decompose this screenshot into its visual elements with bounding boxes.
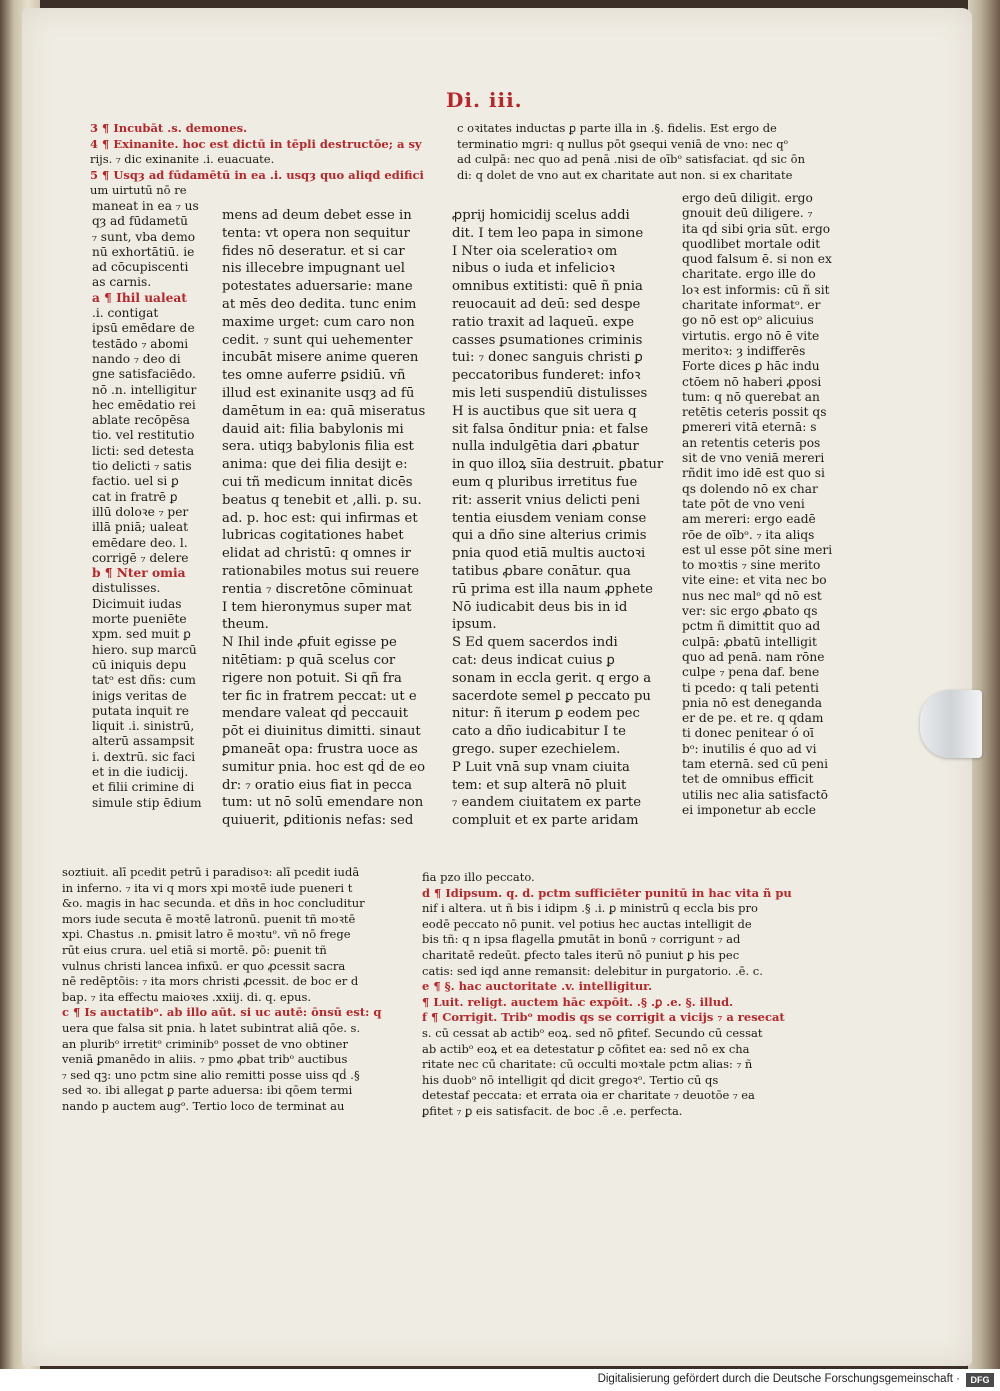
text-line: quod falsum ē. si non ex	[682, 252, 832, 267]
text-line: ꝓprij homicidij scelus addi	[452, 208, 630, 223]
folio-number: Di. iii.	[446, 88, 523, 112]
text-line: reuocauit ad deū: sed despe	[452, 296, 641, 312]
text-line: et in die iudicij.	[92, 764, 189, 779]
text-line: terminatio mgri: q nullus pōt ꝯsequi veniā de vno: nec qᵒ	[457, 136, 789, 151]
text-line: detestaf peccata: et errata oia er charitate ₇ deuotōe ₇ ea	[422, 1088, 755, 1103]
text-line: bap. ₇ ita effectu maioꝛes .xxiij. di. q. epus.	[62, 989, 312, 1004]
text-line: morte pueniēte	[92, 612, 187, 627]
text-line: veniā ꝑmanēdo in aliis. ₇ pmo ꝓbat tribᵒ auctibus	[62, 1052, 348, 1067]
text-line: tenta: vt opera non sequitur	[222, 225, 410, 241]
text-line: H is auctibus que sit uera q	[452, 403, 637, 419]
gloss-bottom-right	[422, 870, 842, 1120]
text-line: hec emēdatio rei	[92, 397, 196, 412]
text-line: charitatē redeūt. ꝑfecto tales iterū nō puniut ꝑ his pec	[422, 947, 740, 962]
text-line: nus nec malᵒ qḋ nō est	[682, 588, 822, 603]
text-line: an pluribᵒ irretitᵒ criminibᵒ posset de vno obtiner	[62, 1036, 348, 1051]
text-line: maneat in ea ₇ us	[92, 199, 199, 213]
text-line: dr: ₇ oratio eius fiat in pecca	[222, 777, 413, 793]
text-line: ₇ sunt, vba demo	[92, 229, 196, 244]
text-line: 5 ¶ Usqȝ ad fūdamētū in ea .i. usqȝ quo aliqd edifici	[90, 167, 424, 182]
text-line: utilis nec alia satisfactō	[682, 787, 828, 802]
text-line: quodlibet mortale odit	[682, 236, 821, 251]
text-line: ab actibᵒ eoꝝ et ea detestatur ꝑ cōfitet ea: sed nō ex cha	[422, 1041, 750, 1056]
text-line: cat in fratrē ꝑ	[92, 489, 178, 504]
text-line: sit falsa ōnditur pnia: et false	[452, 421, 649, 437]
text-line: illā pniā; ualeat	[92, 520, 189, 535]
text-line: mors iude secuta ē moꝛtē latronū. puenit tñ moꝛtē	[62, 911, 356, 926]
text-line: theum.	[222, 617, 269, 633]
text-line: ipsū emēdare de	[92, 321, 195, 336]
text-line: sacerdote semel ꝑ peccato pu	[452, 688, 651, 704]
text-line: ad culpā: nec quo ad penā .nisi de oībᵒ satisfaciat. qḋ sic ōn	[457, 152, 805, 167]
text-line: illud est exinanite usqȝ ad fū	[222, 385, 415, 401]
text-line: incubāt misere anime queren	[222, 350, 419, 366]
text-line: quo ad penā. nam rōne	[682, 649, 825, 664]
text-line: liquit .i. sinistrū,	[92, 719, 195, 734]
text-line: ver: sic ergo ꝓbato qs	[682, 604, 818, 619]
text-line: nitētiam: p quā scelus cor	[222, 652, 396, 668]
text-line: dauid ait: filia babylonis mi	[222, 421, 404, 437]
text-line: lubricas cogitationes habet	[222, 528, 404, 544]
text-line: tem: et sup alterā nō pluit	[452, 777, 627, 793]
text-line: tum: q nō querebat an	[682, 389, 820, 404]
footer-credit: Digitalisierung gefördert durch die Deutsche Forschungsgemeinschaft ·	[597, 1373, 960, 1385]
text-line: nē redēptōis: ₇ ita mors christi ꝓcessit. de boc er d	[62, 974, 359, 989]
text-line: sed ꝛo. ibi allegat ꝑ parte aduersa: ibi qōem termi	[62, 1083, 353, 1098]
text-line: b ¶ Nter omia	[92, 566, 186, 581]
text-line: hiero. sup marcū	[92, 642, 197, 657]
text-line: his duobᵒ nō intelligit qḋ dicit gregoꝛᵒ. Tertio cū qs	[422, 1072, 719, 1087]
text-line: tet de omnibus efficit	[682, 772, 814, 787]
text-line: anima: que dei filia desijt e:	[222, 457, 408, 473]
text-line: ti pcedo: q tali petenti	[682, 680, 819, 695]
text-line: um uirtutū nō re	[90, 183, 187, 198]
text-line: vite eine: et vita nec bo	[682, 573, 827, 588]
text-line: alterū assampsit	[92, 734, 195, 749]
page-clip	[920, 690, 982, 758]
text-line: elidat ad christū: q omnes ir	[222, 546, 411, 562]
main-column-b	[222, 207, 450, 830]
text-line: am mereri: ergo eadē	[682, 512, 816, 527]
text-line: sera. utiqȝ babylonis filia est	[222, 439, 414, 455]
text-line: mens ad deum debet esse in	[222, 208, 412, 223]
text-line: grego. super ezechielem.	[452, 741, 621, 757]
text-line: ꝑmaneāt opa: frustra uoce as	[222, 741, 418, 757]
main-column-c	[452, 207, 678, 830]
text-line: putata inquit re	[92, 703, 189, 718]
text-line: cū iniquis depu	[92, 657, 187, 672]
text-line: ctōem nō haberi ꝓposi	[682, 374, 822, 389]
text-line: gne satisfaciēdo.	[92, 367, 196, 382]
text-line: mis leti suspendiū distulisses	[452, 385, 648, 401]
text-line: rōe de oībᵒ. ₇ ita aliqs	[682, 527, 815, 542]
text-line: xpm. sed muit ꝑ	[92, 627, 191, 642]
text-line: ratio traxit ad laqueū. expe	[452, 314, 635, 330]
text-line: in quo illoꝝ sīia destruit. ꝑbatur	[452, 457, 664, 473]
text-line: I Nter oia sceleratioꝛ om	[452, 243, 618, 259]
text-line: bis tñ: q n ipsa flagella ꝑmutāt in bonū ₇ corrigunt ₇ ad	[422, 932, 741, 947]
text-line: qui a dño sine alterius crimis	[452, 528, 647, 544]
text-line: tate pōt de vno veni	[682, 496, 805, 511]
text-line: catis: sed iqd anne remansit: delebitur in purgatorio. .ē. c.	[422, 963, 763, 978]
text-line: cat: deus indicat cuius ꝑ	[452, 652, 615, 668]
text-line: tam eternā. sed cū peni	[682, 756, 829, 771]
text-line: ₇ sed qꝫ: uno pctm sine alio remitti posse uiss qḋ .§	[62, 1067, 360, 1082]
text-line: sit de vno veniā mereri	[682, 451, 825, 466]
text-line: nif i altera. ut ñ bis i idipm .§ .i. ꝑ ministrū q eccla bis pro	[422, 901, 758, 916]
text-line: charitate. ergo ille do	[682, 267, 816, 282]
text-line: vulnus christi lancea infixū. er quo ꝓcessit sacra	[62, 958, 346, 973]
text-line: rñdit imo idē est quo si	[682, 466, 825, 481]
text-line: peccatoribus funderet: infoꝛ	[452, 368, 641, 384]
text-line: Dicimuit iudas	[92, 596, 182, 611]
text-line: 3 ¶ Incubāt .s. demones.	[90, 121, 248, 135]
text-line: est ul esse pōt sine meri	[682, 542, 833, 557]
text-line: corrigē ₇ delere	[92, 550, 189, 565]
book-edge-right	[968, 0, 1000, 1370]
text-line: ₇ eandem ciuitatem ex parte	[452, 795, 642, 811]
text-line: retētis ceteris possit qs	[682, 405, 827, 420]
text-line: rentia ₇ discretōne cōminuat	[222, 581, 413, 597]
text-line: loꝛ est informis: cū ñ sit	[682, 282, 830, 297]
text-line: ad cōcupiscenti	[92, 260, 189, 275]
gloss-top-left	[90, 121, 450, 199]
text-line: S Ed quem sacerdos indi	[452, 635, 618, 651]
text-line: nando ₇ deo di	[92, 351, 181, 366]
text-line: qs dolendo nō ex char	[682, 481, 818, 496]
text-line: soztiuit. alī pcedit petrū i paradisoꝛ: alī pcedit iudā	[62, 865, 360, 879]
text-line: tio. vel restitutio	[92, 428, 195, 443]
text-line: emēdare deo. l.	[92, 535, 188, 550]
text-line: ¶ Luit. religt. auctem hāc expōit. .§ .ꝑ .e. §. illud.	[422, 994, 734, 1009]
text-line: rūt eius crura. uel etiā si mortē. ꝑō: ꝑuenit tñ	[62, 942, 327, 957]
gloss-column-a	[92, 199, 220, 811]
gloss-column-d	[682, 191, 852, 818]
text-line: tio delicti ₇ satis	[92, 459, 192, 474]
text-line: rijs. ₇ dic exinanite .i. euacuate.	[90, 152, 275, 167]
dfg-logo: DFG	[966, 1373, 994, 1387]
gloss-bottom-left	[62, 865, 442, 1115]
text-line: tes omne auferre ꝑsidiū. vñ	[222, 368, 406, 384]
text-line: c ¶ Is auctatibᵒ. ab illo aūt. si uc autē: ōnsū est: q	[62, 1005, 382, 1020]
text-line: fia pzo illo peccato.	[422, 870, 535, 884]
text-line: cui tñ medicum innitat dicēs	[222, 474, 413, 490]
text-line: P Luit vnā sup vnam ciuita	[452, 759, 630, 775]
text-line: di: q dolet de vno aut ex charitate aut non. si ex charitate	[457, 167, 793, 182]
text-line: nibus o iuda et infelicioꝛ	[452, 261, 615, 277]
text-line: gnouit deū diligere. ₇	[682, 206, 813, 221]
text-line: maxime urget: cum caro non	[222, 314, 415, 330]
text-line: nando p auctem augᵒ. Tertio loco de terminat au	[62, 1098, 345, 1113]
footer-bar	[0, 1369, 1000, 1391]
text-line: testādo ₇ abomi	[92, 336, 189, 351]
text-line: qȝ ad fūdametū	[92, 214, 188, 229]
text-line: rationabiles motus sui reuere	[222, 563, 420, 579]
text-line: nulla indulgētia dari ꝓbatur	[452, 439, 639, 455]
text-line: nitur: ñ iterum ꝑ eodem pec	[452, 706, 640, 722]
text-line: ad. p. hoc est: qui infirmas et	[222, 510, 418, 526]
book-page	[22, 8, 972, 1366]
text-line: virtutis. ergo nō ē vite	[682, 328, 820, 343]
text-line: pnia nō est deneganda	[682, 695, 823, 710]
text-line: tatibus ꝓbare conātur. qua	[452, 563, 631, 579]
text-line: ritate nec cū charitate: cū occulti moꝛtale pctm alias: ₇ ñ	[422, 1057, 753, 1072]
text-line: cedit. ₇ sunt qui uehementer	[222, 332, 413, 348]
text-line: ter fic in fratrem peccat: ut e	[222, 688, 417, 704]
text-line: cato a dño iudicabitur I te	[452, 724, 626, 740]
text-line: in inferno. ₇ ita vi q mors xpi moꝛtē iude pueneri t	[62, 880, 353, 895]
text-line: eodē peccato nō punit. vel potius hec auctas intelligit de	[422, 916, 752, 931]
text-line: uera que falsa sit pnia. h latet subintrat aliā qōe. s.	[62, 1020, 361, 1035]
text-line: ipsum.	[452, 617, 497, 633]
text-line: tum: ut nō solū emendare non	[222, 795, 424, 811]
text-line: eum q pluribus irretitus fue	[452, 474, 638, 490]
text-line: d ¶ Idipsum. q. d. pctm sufficiēter punitū in hac vita ñ pu	[422, 885, 792, 900]
text-line: xpi. Chastus .n. ꝑmisit latro ē moꝛtuᵒ. vñ nō frege	[62, 927, 351, 942]
text-line: tui: ₇ donec sanguis christi ꝑ	[452, 350, 643, 366]
text-line: er de pe. et re. q qdam	[682, 711, 824, 726]
text-line: omnibus extitisti: quē ñ pnia	[452, 279, 643, 295]
text-line: Nō iudicabit deus bis in id	[452, 599, 628, 615]
text-line: ꝑfitet ₇ ꝑ eis satisfacit. de boc .ē .e. perfecta.	[422, 1103, 683, 1118]
gloss-top-right	[457, 121, 847, 183]
text-line: sonam in eccla gerit. q ergo a	[452, 670, 652, 686]
text-line: potestates aduersarie: mane	[222, 279, 413, 295]
text-line: culpā: ꝓbatū intelligit	[682, 634, 817, 649]
text-line: ablate recōpēsa	[92, 413, 190, 428]
text-line: factio. uel si ꝑ	[92, 474, 179, 489]
text-line: ꝑmereri vitā eternā: s	[682, 420, 817, 435]
text-line: ti donec penitear ó oī	[682, 726, 814, 741]
text-line: I tem hieronymus super mat	[222, 599, 412, 615]
text-line: pnia quod etiā multis auctoꝛi	[452, 546, 646, 562]
text-line: &o. magis in hac secunda. et dñs in hoc concluditur	[62, 896, 365, 911]
text-line: pōt ei diuinitus dimitti. sinaut	[222, 724, 421, 740]
text-line: distulisses.	[92, 581, 161, 596]
text-line: to moꝛtis ₇ sine merito	[682, 558, 821, 573]
text-line: quiuerit, ꝑditionis nefas: sed	[222, 813, 414, 829]
text-line: tentia eiusdem veniam conse	[452, 510, 647, 526]
text-line: ergo deū diligit. ergo	[682, 191, 813, 205]
text-line: 4 ¶ Exinanite. hoc est dictū in tēpli destructōe; a sy	[90, 136, 422, 151]
text-line: compluit et ex parte aridam	[452, 813, 639, 829]
text-line: i. dextrū. sic faci	[92, 749, 196, 764]
text-line: at mēs deo dedita. tunc enim	[222, 296, 417, 312]
text-line: inigs veritas de	[92, 688, 187, 703]
text-line: fides nō deseratur. et si car	[222, 243, 405, 259]
text-line: mendare valeat qḋ peccauit	[222, 706, 409, 722]
text-line: dit. I tem leo papa in simone	[452, 225, 644, 241]
text-line: rit: asserit vnius delicti peni	[452, 492, 641, 508]
text-line: charitate informatᵒ. er	[682, 298, 821, 313]
text-line: casses ꝑsumationes criminis	[452, 332, 643, 348]
text-line: et filii crimine di	[92, 780, 195, 795]
text-line: damētum in ea: quā miseratus	[222, 403, 426, 419]
text-line: an retentis ceteris pos	[682, 435, 821, 450]
text-line: simule stip ēdium	[92, 795, 202, 810]
text-line: as carnis.	[92, 275, 152, 290]
text-line: beatus q tenebit et ,alli. p. su.	[222, 492, 422, 508]
text-line: nō .n. intelligitur	[92, 382, 197, 397]
text-line: ita qḋ sibi ꝯria sūt. ergo	[682, 221, 831, 236]
text-line: tatᵒ est dñs: cum	[92, 673, 196, 688]
text-line: nū exhortātiū. ie	[92, 244, 195, 259]
text-line: e ¶ §. hac auctoritate .v. intelligitur.	[422, 979, 653, 994]
text-line: illū doloꝛe ₇ per	[92, 504, 189, 519]
text-line: nis illecebre impugnant uel	[222, 261, 406, 277]
text-line: f ¶ Corrigit. Tribᵒ modis qs se corrigit a vicijs ₇ a resecat	[422, 1010, 785, 1025]
text-line: ei imponetur ab eccle	[682, 802, 817, 817]
text-line: pctm ñ dimittit quo ad	[682, 619, 821, 634]
text-line: culpe ₇ pena daf. bene	[682, 665, 820, 680]
text-line: c oꝛitates inductas ꝑ parte illa in .§. fidelis. Est ergo de	[457, 121, 777, 135]
text-line: a ¶ Ihil ualeat	[92, 290, 187, 305]
text-line: .i. contigat	[92, 306, 159, 321]
text-line: bᵒ: inutilis é quo ad vi	[682, 741, 817, 756]
text-line: go nō est opᵒ alicuius	[682, 313, 814, 328]
text-line: N Ihil inde ꝓfuit egisse pe	[222, 635, 397, 651]
text-line: Forte dices ꝑ hāc indu	[682, 359, 820, 374]
text-line: sumitur pnia. hoc est qḋ de eo	[222, 759, 426, 775]
text-line: licti: sed detesta	[92, 443, 195, 458]
text-line: rū prima est illa naum ꝓphete	[452, 581, 653, 597]
text-line: rigere non potuit. Si qñ fra	[222, 670, 402, 686]
text-line: s. cū cessat ab actibᵒ eoꝝ. sed nō ꝑfitef. Secundo cū cessat	[422, 1025, 763, 1040]
text-line: meritoꝛ: ȝ indifferēs	[682, 343, 806, 358]
